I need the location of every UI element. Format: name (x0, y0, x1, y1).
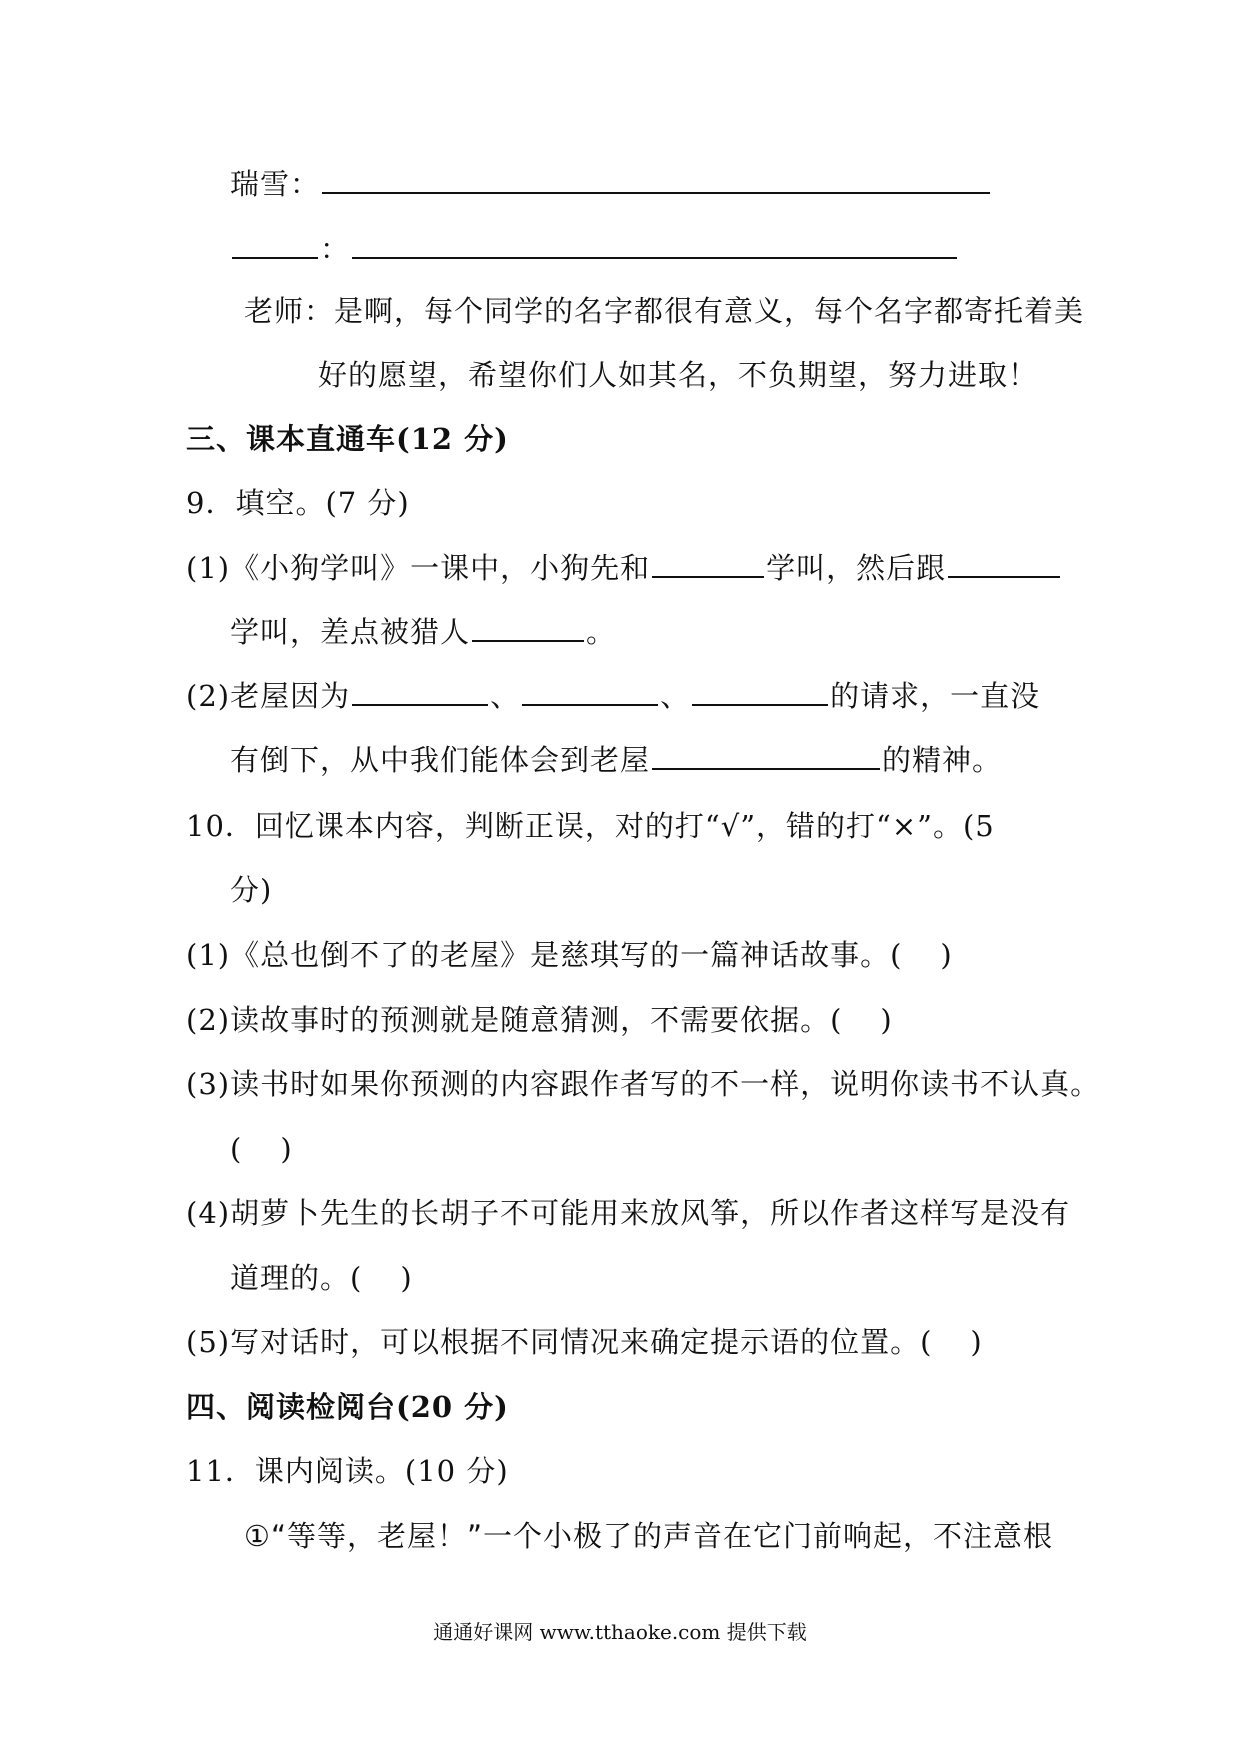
q9-item-2-text-b: 的请求，一直没 (830, 679, 1041, 713)
q10-item-3-line-2 (230, 1129, 293, 1169)
q10-item-2 (186, 1000, 893, 1040)
q9-item-2-line-2 (230, 740, 1002, 780)
q9-item-2-sep-1: 、 (490, 679, 521, 713)
q10-item-4-text-2: 道理的。( (230, 1261, 363, 1295)
q10-item-5-close: ) (970, 1325, 983, 1359)
speaker-name-blank[interactable] (232, 229, 318, 259)
q10-item-4-close: ) (400, 1261, 413, 1295)
q9-blank-5[interactable] (522, 676, 658, 706)
q9-blank-1[interactable] (652, 548, 764, 578)
q9-blank-3[interactable] (472, 612, 584, 642)
section-4-heading: 四、阅读检阅台(20 分) (186, 1390, 509, 1424)
q9-item-2-line-1 (186, 676, 1040, 716)
question-9-title: 9．填空。(7 分) (186, 486, 410, 520)
q10-item-1-close: ) (940, 938, 953, 972)
q9-item-2-text-d: 的精神。 (882, 743, 1003, 777)
answer-blank-second[interactable] (352, 229, 957, 259)
section-3-heading: 三、课本直通车(12 分) (186, 422, 509, 456)
q9-item-1-line-1 (186, 548, 1062, 588)
answer-blank-ruixue[interactable] (322, 164, 990, 194)
q9-item-1-text-c: 学叫，差点被猎人 (230, 615, 471, 649)
q10-item-4-line-1: (4)胡萝卜先生的长胡子不可能用来放风筝，所以作者这样写是没有 (186, 1196, 1071, 1230)
teacher-line-2: 好的愿望，希望你们人如其名，不负期望，努力进取！ (318, 358, 1039, 392)
ruixue-label: 瑞雪： (230, 167, 321, 201)
q9-blank-4[interactable] (352, 676, 488, 706)
q9-item-1-line-2 (230, 612, 616, 652)
q9-item-2-sep-2: 、 (660, 679, 691, 713)
ruixue-line (230, 164, 992, 204)
q9-item-1-text-b: 学叫，然后跟 (766, 551, 947, 585)
q10-item-2-text: (2)读故事时的预测就是随意猜测，不需要依据。( (186, 1003, 843, 1037)
question-10-title-line-1: 10．回忆课本内容，判断正误，对的打“√”，错的打“×”。(5 (186, 809, 995, 843)
q10-item-2-close: ) (880, 1003, 893, 1037)
question-10-title-line-2: 分) (230, 873, 273, 907)
q9-item-1-text-d: 。 (586, 615, 617, 649)
question-11-title: 11．课内阅读。(10 分) (186, 1454, 509, 1488)
q9-blank-2[interactable] (948, 548, 1060, 578)
q10-item-3-open: ( (230, 1132, 243, 1166)
teacher-line-1: 老师：是啊，每个同学的名字都很有意义，每个名字都寄托着美 (244, 294, 1085, 328)
q9-blank-7[interactable] (652, 740, 880, 770)
second-speaker-line (230, 229, 959, 269)
q9-item-2-text-a: (2)老屋因为 (186, 679, 351, 713)
q9-item-2-text-c: 有倒下，从中我们能体会到老屋 (230, 743, 651, 777)
q9-blank-6[interactable] (692, 676, 828, 706)
reading-paragraph-1: ①“等等，老屋！”一个小极了的声音在它门前响起，不注意根 (244, 1519, 1054, 1553)
q10-item-5-text: (5)写对话时，可以根据不同情况来确定提示语的位置。( (186, 1325, 933, 1359)
second-colon: ： (320, 232, 351, 266)
q10-item-3-line-1: (3)读书时如果你预测的内容跟作者写的不一样，说明你读书不认真。 (186, 1067, 1101, 1101)
q10-item-3-close: ) (280, 1132, 293, 1166)
page-footer: 通通好课网 www.tthaoke.com 提供下载 (433, 1620, 807, 1644)
q10-item-1-text: (1)《总也倒不了的老屋》是慈琪写的一篇神话故事。( (186, 938, 903, 972)
q10-item-1 (186, 935, 953, 975)
q10-item-4-line-2 (230, 1258, 413, 1298)
q10-item-5 (186, 1322, 983, 1362)
q9-item-1-text-a: (1)《小狗学叫》一课中，小狗先和 (186, 551, 651, 585)
